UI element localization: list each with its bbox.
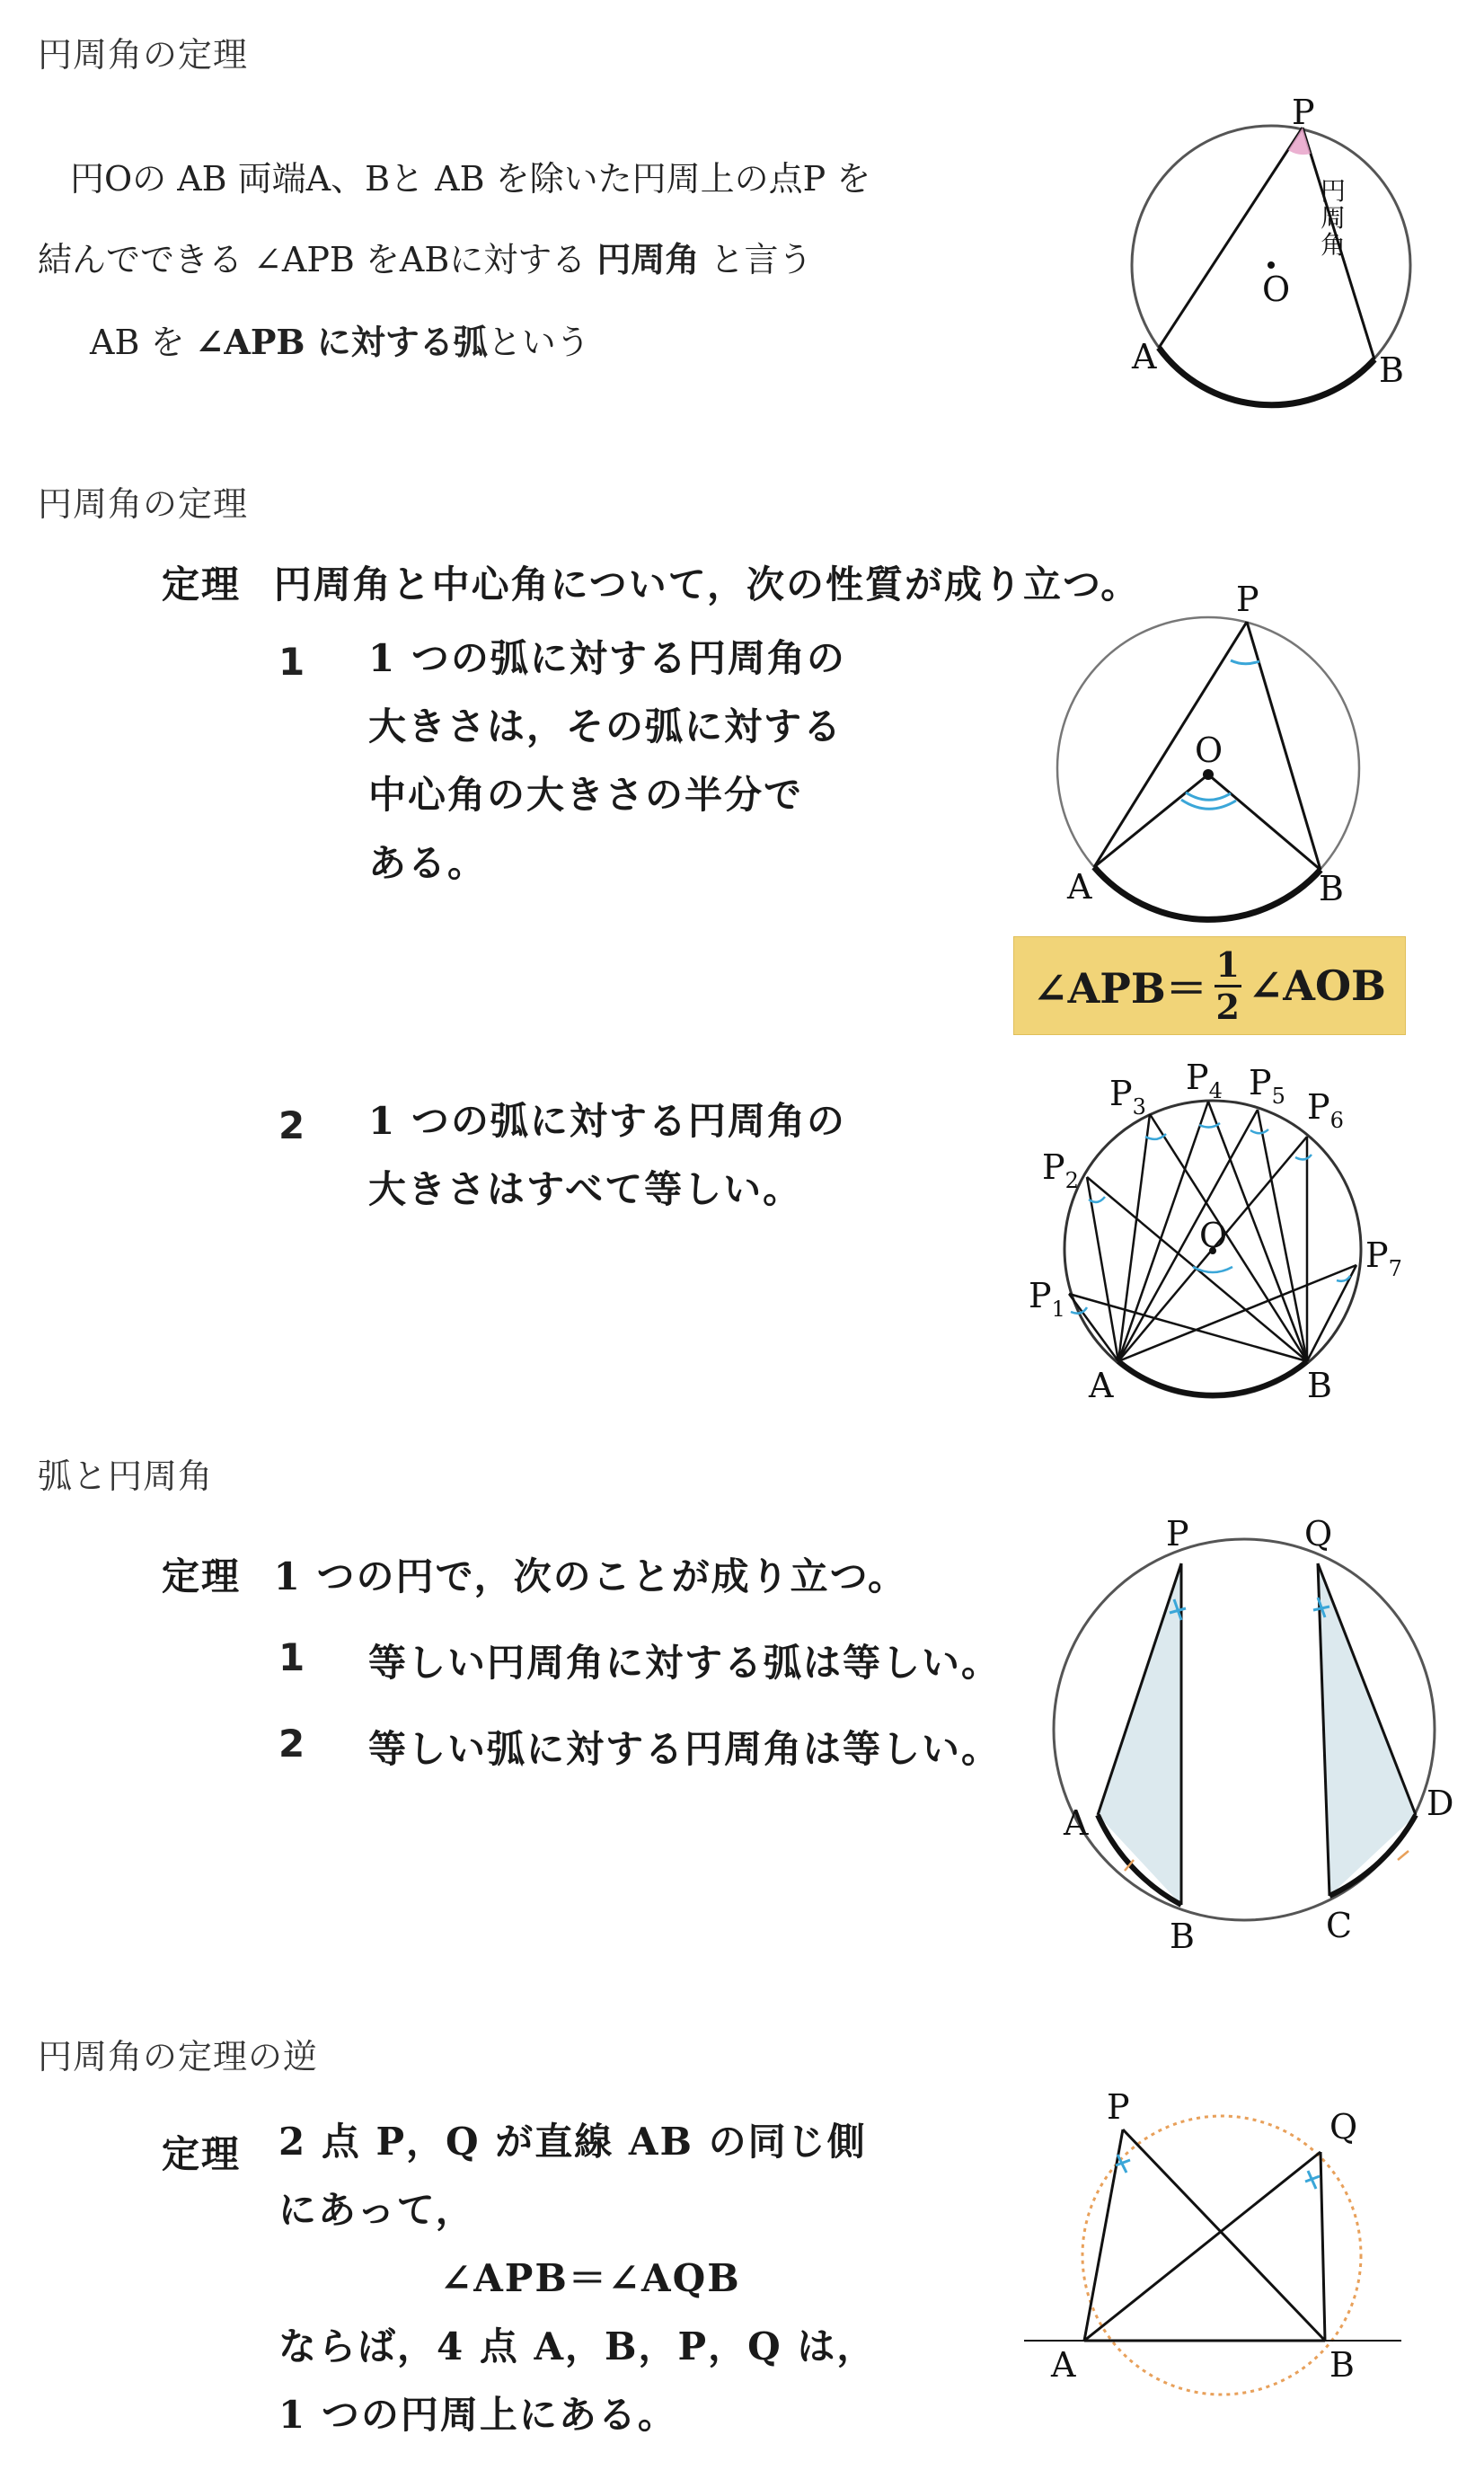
- theorem-4-equation: ∠APB＝∠AQB: [440, 2256, 741, 2300]
- point-P3: [1109, 1074, 1146, 1120]
- formula-right: ∠AOB: [1248, 961, 1386, 1010]
- point-P5-sub: 5: [1271, 1084, 1285, 1109]
- definition-line-3: [90, 314, 590, 364]
- item-2-line: 1 つの弧に対する円周角の: [368, 1099, 846, 1143]
- section-heading-3: 弧と円周角: [38, 1456, 214, 1496]
- point-P7-letter: P: [1365, 1235, 1389, 1275]
- item-1-text: 等しい円周角に対する弧は等しい。: [368, 1641, 1002, 1685]
- point-P6-sub: 6: [1329, 1108, 1344, 1133]
- theorem-label: 定理: [162, 1554, 242, 1598]
- section-heading-4: 円周角の定理の逆: [38, 2037, 319, 2076]
- fig1-label-A: A: [1132, 337, 1157, 376]
- equal-angles-figure: [1006, 1051, 1419, 1411]
- fig4-label-C: C: [1326, 1906, 1353, 1945]
- section-heading-2: 円周角の定理: [38, 484, 249, 524]
- theorem-4-text: [278, 2108, 876, 2449]
- point-P2-sub: 2: [1064, 1168, 1079, 1193]
- point-P7-sub: 7: [1388, 1256, 1402, 1281]
- point-P6-letter: P: [1307, 1087, 1330, 1127]
- point-P1-sub: 1: [1051, 1297, 1065, 1322]
- fig4-label-D: D: [1427, 1784, 1454, 1823]
- theorem-4-line: 2 点 P，Q が直線 AB の同じ側: [278, 2120, 867, 2164]
- theorem-2: [162, 555, 1140, 609]
- item-1-line: ある。: [368, 841, 488, 885]
- item-number-1: 1: [278, 640, 305, 684]
- fig5-label-A: A: [1051, 2345, 1076, 2385]
- item-number-2: 2: [278, 1722, 305, 1766]
- item-number-2: 2: [278, 1103, 305, 1147]
- fig2-label-A: A: [1067, 867, 1092, 907]
- angle-label-3: 角: [1321, 230, 1347, 260]
- inscribed-angle-figure: [1114, 99, 1437, 413]
- point-P7: [1365, 1235, 1402, 1281]
- central-angle-figure: [1051, 584, 1410, 934]
- angle-label-2: 周: [1321, 203, 1347, 233]
- fig1-label-P: P: [1292, 99, 1315, 132]
- definition-line-1: 円Oの AB 両端A、Bと AB を除いた円周上の点P を: [70, 159, 871, 199]
- point-P3-letter: P: [1109, 1074, 1133, 1113]
- fig5-label-B: B: [1329, 2345, 1355, 2385]
- formula-denominator: 2: [1215, 986, 1240, 1027]
- term-arc: ∠APB に対する弧: [195, 322, 488, 362]
- theorem-text: 1 つの円で，次のことが成り立つ。: [273, 1554, 907, 1598]
- theorem-4-line: 1 つの円周上にある。: [278, 2393, 677, 2437]
- theorem-3: [162, 1547, 907, 1601]
- point-P1: [1029, 1276, 1065, 1322]
- fig3-label-B: B: [1307, 1366, 1332, 1405]
- fig2-label-O: O: [1195, 730, 1223, 770]
- angle-label-1: 円: [1321, 176, 1347, 206]
- item-2-line: 大きさはすべて等しい。: [368, 1167, 803, 1211]
- item-1-line: 1 つの弧に対する円周角の: [368, 636, 846, 680]
- point-P1-letter: P: [1029, 1276, 1052, 1315]
- fig2-label-B: B: [1319, 869, 1344, 908]
- point-P5-letter: P: [1249, 1063, 1272, 1102]
- point-P6: [1307, 1087, 1344, 1133]
- item-1-line: 中心角の大きさの半分で: [368, 773, 804, 817]
- item-number-1: 1: [278, 1635, 305, 1679]
- point-P3-sub: 3: [1132, 1094, 1146, 1120]
- fig4-label-Q: Q: [1304, 1514, 1333, 1554]
- fig3-label-O: O: [1199, 1216, 1228, 1255]
- theorem-4-label: 定理: [162, 2132, 242, 2176]
- fig3-label-A: A: [1089, 1366, 1114, 1405]
- formula-box: [1013, 936, 1406, 1035]
- point-P2-letter: P: [1042, 1147, 1065, 1187]
- definition-line-2-pre: 結んでできる ∠APB をABに対する: [38, 240, 597, 279]
- definition-line-3-pre: AB を: [90, 323, 196, 362]
- item-1-line: 大きさは，その弧に対する: [368, 704, 844, 748]
- fig4-label-A: A: [1064, 1803, 1089, 1843]
- formula-numerator: 1: [1215, 943, 1240, 985]
- theorem-4-line: にあって，: [278, 2188, 475, 2232]
- definition-line-2-post: と言う: [699, 240, 813, 279]
- item-1-text: [368, 624, 846, 898]
- formula-left: ∠APB＝: [1033, 964, 1207, 1013]
- definition-line-3-post: という: [487, 323, 590, 362]
- fig4-label-P: P: [1166, 1514, 1189, 1554]
- item-2-text: [368, 1087, 846, 1224]
- fig1-label-B: B: [1379, 350, 1404, 390]
- section-heading-1: 円周角の定理: [38, 35, 249, 75]
- item-2-text: 等しい弧に対する円周角は等しい。: [368, 1727, 1002, 1771]
- definition-line-2: [38, 232, 813, 281]
- point-P2: [1042, 1147, 1079, 1193]
- fig4-label-B: B: [1170, 1917, 1195, 1956]
- formula-fraction: [1215, 943, 1241, 1027]
- fig5-label-P: P: [1107, 2087, 1130, 2127]
- theorem-label: 定理: [162, 562, 242, 606]
- point-P4-letter: P: [1186, 1058, 1209, 1097]
- point-P4-sub: 4: [1208, 1078, 1223, 1103]
- fig2-label-P: P: [1236, 584, 1259, 619]
- converse-figure: [1006, 2067, 1419, 2444]
- point-P5: [1249, 1063, 1285, 1109]
- theorem-text: 円周角と中心角について，次の性質が成り立つ。: [273, 562, 1141, 606]
- theorem-4-line: ならば，4 点 A，B，P，Q は，: [278, 2324, 877, 2368]
- arc-angle-figure: [1051, 1510, 1464, 1959]
- point-P4: [1186, 1058, 1223, 1103]
- fig1-label-O: O: [1262, 270, 1291, 309]
- term-inscribed-angle: 円周角: [596, 239, 700, 279]
- fig5-label-Q: Q: [1329, 2107, 1358, 2147]
